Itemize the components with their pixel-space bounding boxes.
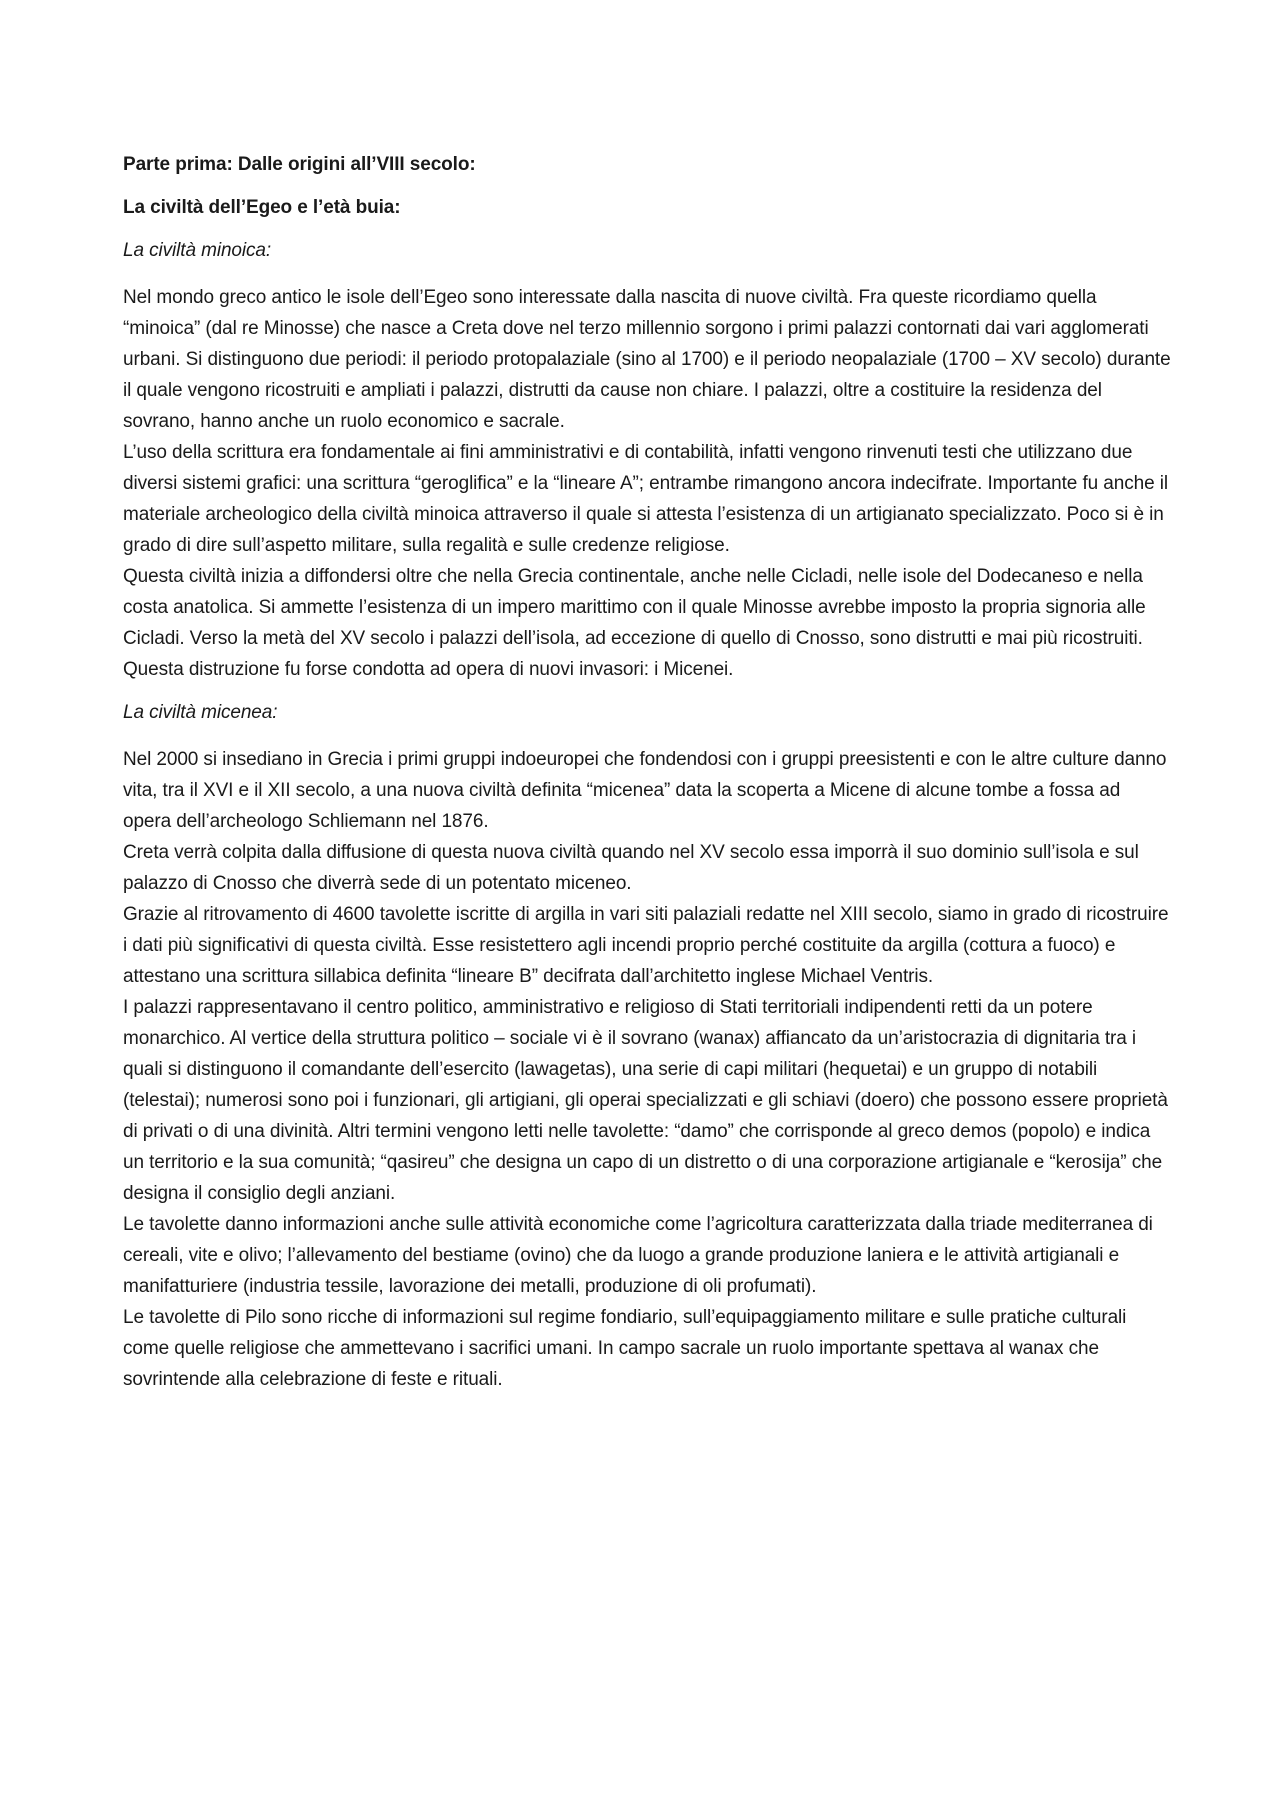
section-title: La civiltà minoica: — [123, 240, 272, 261]
paragraph: L’uso della scrittura era fondamentale ai fini amministrativi e di contabilità, infatti vengono rinvenuti testi che utilizzano due diversi sistemi grafici: una scrittura “geroglifica” e la “lineare A”; entrambe rimangono ancora indecifrate. Importante fu anche il materiale archeologico della civiltà minoica attraverso il quale si attesta l’esistenza di un artigianato specializzato. Poco si è in grado di dire sull’aspetto militare, sulla regalità e sulle credenze religiose. — [123, 442, 1168, 556]
part-title: Parte prima: Dalle origini all’VIII secolo: — [123, 154, 476, 175]
section-title: La civiltà micenea: — [123, 702, 278, 723]
paragraph: I palazzi rappresentavano il centro politico, amministrativo e religioso di Stati territoriali indipendenti retti da un potere monarchico. Al vertice della struttura politico – sociale vi è il sovrano (wanax) affiancato da un’aristocrazia di dignitaria tra i quali si distinguono il comandante dell’esercito (lawagetas), una serie di capi militari (hequetai) e un gruppo di notabili (telestai); numerosi sono poi i funzionari, gli artigiani, gli operai specializzati e gli schiavi (doero) che possono essere proprietà di privati o di una divinità. Altri termini vengono letti nelle tavolette: “damo” che corrisponde al greco demos (popolo) e indica un territorio e la sua comunità; “qasireu” che designa un capo di un distretto o di una corporazione artigianale e “kerosija” che designa il consiglio degli anziani. — [123, 997, 1168, 1204]
paragraph: Nel 2000 si insediano in Grecia i primi gruppi indoeuropei che fondendosi con i gruppi preesistenti e con le altre culture danno vita, tra il XVI e il XII secolo, a una nuova civiltà definita “micenea” data la scoperta a Micene di alcune tombe a fossa ad opera dell’archeologo Schliemann nel 1876. — [123, 749, 1167, 832]
paragraph: Creta verrà colpita dalla diffusione di questa nuova civiltà quando nel XV secolo essa imporrà il suo dominio sull’isola e sul palazzo di Cnosso che diverrà sede di un potentato miceneo. — [123, 842, 1139, 894]
document-page — [123, 149, 1173, 1407]
paragraph: Le tavolette di Pilo sono ricche di informazioni sul regime fondiario, sull’equipaggiamento militare e sulle pratiche culturali come quelle religiose che ammettevano i sacrifici umani. In campo sacrale un ruolo importante spettava al wanax che sovrintende alla celebrazione di feste e rituali. — [123, 1307, 1127, 1390]
paragraph: Grazie al ritrovamento di 4600 tavolette iscritte di argilla in vari siti palaziali redatte nel XIII secolo, siamo in grado di ricostruire i dati più significativi di questa civiltà. Esse resistettero agli incendi proprio perché costituite da argilla (cottura a fuoco) e attestano una scrittura sillabica definita “lineare B” decifrata dall’architetto inglese Michael Ventris. — [123, 904, 1169, 987]
chapter-title: La civiltà dell’Egeo e l’età buia: — [123, 197, 401, 218]
paragraph: Nel mondo greco antico le isole dell’Egeo sono interessate dalla nascita di nuove civiltà. Fra queste ricordiamo quella “minoica” (dal re Minosse) che nasce a Creta dove nel terzo millennio sorgono i primi palazzi contornati dai vari agglomerati urbani. Si distinguono due periodi: il periodo protopalaziale (sino al 1700) e il periodo neopalaziale (1700 – XV secolo) durante il quale vengono ricostruiti e ampliati i palazzi, distrutti da cause non chiare. I palazzi, oltre a costituire la residenza del sovrano, hanno anche un ruolo economico e sacrale. — [123, 287, 1171, 432]
section-minoan — [123, 235, 1173, 685]
paragraph: Questa civiltà inizia a diffondersi oltre che nella Grecia continentale, anche nelle Cicladi, nelle isole del Dodecaneso e nella costa anatolica. Si ammette l’esistenza di un impero marittimo con il quale Minosse avrebbe imposto la propria signoria alle Cicladi. Verso la metà del XV secolo i palazzi dell’isola, ad eccezione di quello di Cnosso, sono distrutti e mai più ricostruiti. Questa distruzione fu forse condotta ad opera di nuovi invasori: i Micenei. — [123, 566, 1146, 680]
section-mycenaean — [123, 697, 1173, 1395]
paragraph: Le tavolette danno informazioni anche sulle attività economiche come l’agricoltura caratterizzata dalla triade mediterranea di cereali, vite e olivo; l’allevamento del bestiame (ovino) che da luogo a grande produzione laniera e le attività artigianali e manifatturiere (industria tessile, lavorazione dei metalli, produzione di oli profumati). — [123, 1214, 1153, 1297]
